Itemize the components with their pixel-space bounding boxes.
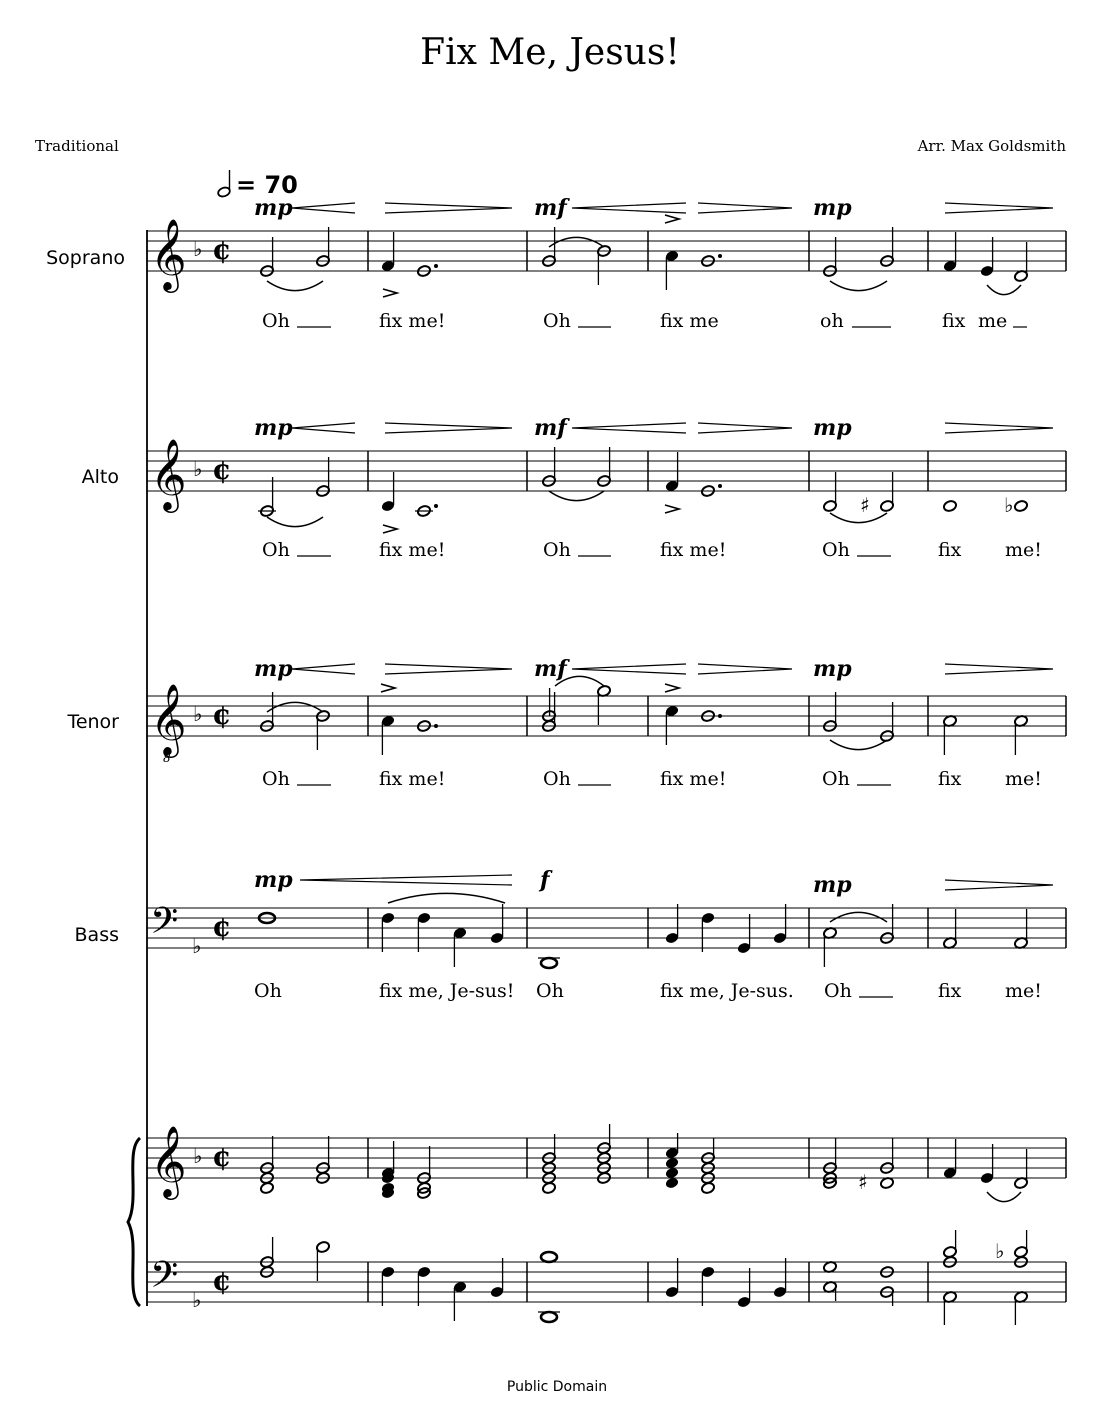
accent-mark — [665, 215, 679, 223]
staff-soprano — [147, 195, 1066, 332]
half-note — [597, 685, 612, 725]
crescendo-hairpin — [292, 423, 355, 433]
quarter-note — [665, 250, 680, 290]
half-note — [943, 909, 958, 949]
crescendo-hairpin — [292, 203, 355, 213]
copyright-notice: Public Domain — [506, 1379, 608, 1395]
quarter-note — [737, 914, 752, 954]
lyric-syllable: me! — [1005, 768, 1042, 790]
slur — [830, 513, 887, 523]
crescendo-hairpin — [292, 664, 355, 674]
whole-note — [541, 1252, 557, 1262]
slur — [267, 281, 323, 291]
staff-label-tenor: Tenor — [67, 711, 119, 733]
half-note — [1014, 909, 1029, 949]
lyric-syllable: Oh — [543, 539, 571, 561]
dynamic-mp: mp — [254, 867, 293, 893]
quarter-note — [490, 1258, 505, 1298]
half-note — [943, 715, 958, 755]
dynamic-mp: mp — [813, 656, 852, 682]
quarter-note — [417, 912, 432, 952]
piano-treble-staff — [147, 1124, 1066, 1202]
quarter-note — [665, 452, 680, 492]
flat-key-signature-icon: ♭ — [192, 1288, 202, 1312]
quarter-note — [943, 232, 958, 272]
cut-time-icon: ¢ — [212, 1264, 232, 1297]
quarter-note — [701, 912, 716, 952]
half-note — [1014, 500, 1029, 513]
lyric-syllable: fix me! — [379, 310, 446, 332]
accent-mark — [665, 505, 679, 513]
lyric-syllable: fix — [938, 539, 962, 561]
lyric-syllable: fix me, Je-sus. — [660, 980, 794, 1002]
composer-credit: Traditional — [35, 137, 119, 155]
accent-mark — [383, 289, 397, 297]
quarter-note — [381, 715, 396, 755]
lyric-syllable: fix me! — [379, 768, 446, 790]
lyric-syllable: fix — [938, 768, 962, 790]
staff-bass — [147, 867, 1066, 1002]
cut-time-icon: ¢ — [212, 910, 232, 943]
arranger-credit: Arr. Max Goldsmith — [917, 137, 1066, 155]
half-note — [823, 472, 838, 512]
lyric-syllable: Oh — [543, 310, 571, 332]
half-note — [316, 1241, 331, 1281]
lyric-syllable: Oh — [824, 980, 852, 1002]
quarter-note — [665, 1258, 680, 1298]
decrescendo-hairpin — [698, 423, 792, 433]
dynamic-mp: mp — [813, 195, 852, 221]
staff-alto — [147, 415, 1066, 561]
decrescendo-hairpin — [945, 664, 1053, 674]
staff-label-soprano: Soprano — [46, 247, 125, 269]
dynamic-mp: mp — [254, 656, 293, 682]
flat-key-signature-icon: ♭ — [193, 702, 203, 726]
lyric-syllable: fix me, Je-sus! — [379, 980, 515, 1002]
quarter-note — [737, 1268, 752, 1308]
half-note — [880, 472, 895, 512]
half-note — [1014, 715, 1029, 755]
tempo-value: = 70 — [236, 171, 298, 199]
half-note — [1014, 1149, 1029, 1189]
slur — [388, 893, 505, 903]
lyric-syllable: Oh — [262, 768, 290, 790]
cut-time-icon: ¢ — [212, 233, 232, 266]
decrescendo-hairpin — [385, 664, 512, 674]
slur — [830, 912, 887, 922]
lyric-syllable: fix me! — [660, 768, 727, 790]
lyric-syllable: Oh — [822, 539, 850, 561]
dynamic-mf: mf — [534, 656, 567, 682]
page-title: Fix Me, Jesus! — [420, 32, 680, 73]
decrescendo-hairpin — [698, 664, 792, 674]
half-note — [943, 500, 958, 513]
lyric-syllable: fix — [942, 310, 966, 332]
quarter-note — [381, 1266, 396, 1306]
crescendo-hairpin — [572, 423, 686, 433]
decrescendo-hairpin — [698, 203, 792, 213]
quarter-note — [665, 904, 680, 944]
sharp-accidental: ♯ — [858, 1170, 868, 1194]
cut-time-icon: ¢ — [212, 698, 232, 731]
crescendo-hairpin — [572, 664, 686, 674]
lyric-syllable: Oh — [536, 980, 564, 1002]
slur — [987, 285, 1021, 295]
decrescendo-hairpin — [385, 423, 512, 433]
dynamic-mf: mf — [534, 195, 567, 221]
quarter-note — [701, 1266, 716, 1306]
treble-clef-icon: 𝄞 — [150, 437, 187, 510]
lyric-syllable: oh — [820, 310, 844, 332]
dynamic-mp: mp — [813, 872, 852, 898]
slur — [830, 281, 887, 291]
lyric-syllable: Oh — [254, 980, 282, 1002]
quarter-note — [980, 1144, 995, 1184]
half-note — [1014, 242, 1029, 282]
crescendo-hairpin — [300, 875, 512, 885]
quarter-note — [490, 904, 505, 944]
accent-mark — [381, 684, 395, 692]
quarter-note — [381, 912, 396, 952]
quarter-note — [943, 1139, 958, 1179]
sharp-accidental: ♯ — [860, 493, 870, 517]
dynamic-mp: mp — [254, 195, 293, 221]
slur — [267, 702, 323, 712]
lyric-syllable: me! — [1005, 539, 1042, 561]
dynamic-mf: mf — [534, 415, 567, 441]
whole-note — [541, 1312, 557, 1322]
treble-clef-icon: 𝄞 — [150, 217, 187, 290]
accent-mark — [665, 684, 679, 692]
staff-tenor — [147, 656, 1066, 790]
quarter-note — [773, 904, 788, 944]
lyric-syllable: Oh — [822, 768, 850, 790]
quarter-note — [665, 705, 680, 745]
piano-brace-icon — [128, 1138, 140, 1306]
lyric-syllable: fix — [938, 980, 962, 1002]
flat-key-signature-icon: ♭ — [193, 237, 203, 261]
piano-grand-staff — [128, 1124, 1066, 1325]
quarter-note — [980, 237, 995, 277]
slur — [549, 237, 604, 247]
lyric-syllable: fix me! — [379, 539, 446, 561]
decrescendo-hairpin — [945, 203, 1053, 213]
quarter-note — [417, 1266, 432, 1306]
slur — [987, 1192, 1021, 1202]
dynamic-mp: mp — [254, 415, 293, 441]
lyric-syllable: me! — [1005, 980, 1042, 1002]
slur — [549, 491, 604, 501]
lyric-syllable: Oh — [262, 310, 290, 332]
accent-mark — [383, 525, 397, 533]
decrescendo-hairpin — [385, 203, 512, 213]
crescendo-hairpin — [572, 203, 686, 213]
half-note — [823, 927, 838, 967]
staff-label-alto: Alto — [81, 466, 119, 488]
cut-time-icon: ¢ — [212, 453, 232, 486]
cut-time-icon: ¢ — [212, 1140, 232, 1173]
lyric-syllable: fix me! — [660, 539, 727, 561]
flat-accidental: ♭ — [1004, 493, 1014, 517]
flat-key-signature-icon: ♭ — [193, 1144, 203, 1168]
dynamic-f: f — [540, 867, 550, 893]
flat-accidental: ♭ — [995, 1239, 1005, 1263]
quarter-note — [773, 1258, 788, 1298]
lyric-syllable: Oh — [543, 768, 571, 790]
flat-key-signature-icon: ♭ — [192, 934, 202, 958]
quarter-note — [381, 232, 396, 272]
slur — [267, 517, 323, 527]
quarter-note — [453, 927, 468, 967]
lyric-syllable: fix me — [660, 310, 719, 332]
lyric-syllable: me — [978, 310, 1008, 332]
lyric-syllable: Oh — [262, 539, 290, 561]
staff-label-bass: Bass — [74, 924, 119, 946]
treble-clef-icon: 𝄞 — [150, 1124, 187, 1197]
slur — [830, 740, 887, 750]
treble-clef-icon: 𝄞 — [150, 682, 187, 755]
bass-clef-icon: 𝄢 — [150, 900, 179, 951]
quarter-note — [381, 472, 396, 512]
decrescendo-hairpin — [945, 423, 1053, 433]
whole-note — [541, 958, 557, 968]
quarter-note — [453, 1281, 468, 1321]
staves-layer — [128, 195, 1066, 1325]
dynamic-mp: mp — [813, 415, 852, 441]
bass-clef-icon: 𝄢 — [150, 1254, 179, 1305]
decrescendo-hairpin — [945, 880, 1053, 890]
piano-bass-staff — [147, 1230, 1066, 1325]
flat-key-signature-icon: ♭ — [193, 457, 203, 481]
octave-8-mark: 8 — [163, 751, 171, 765]
